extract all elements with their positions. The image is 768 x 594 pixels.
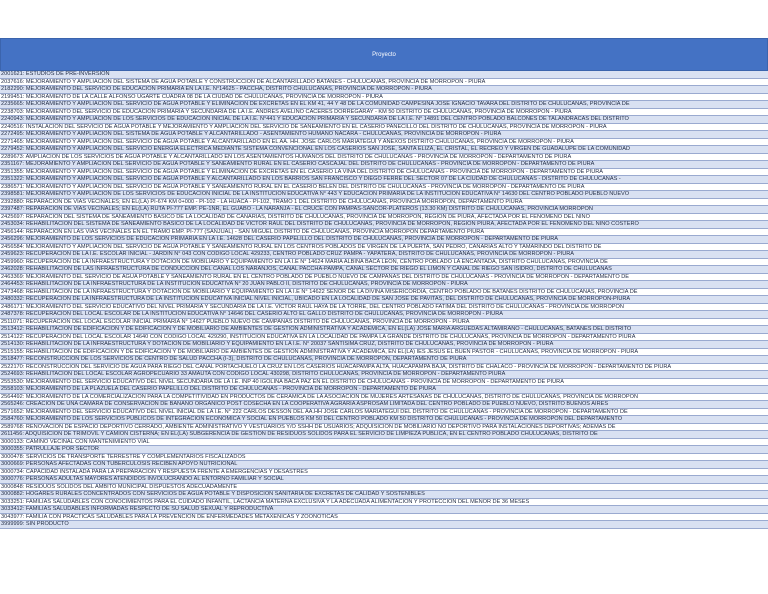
table-row[interactable]: 2456144: REPARACION EN LAS VIAS VECINALES EN EL TRAMO EMP. PI-777 (SANJUAL) - SAN MIGUEL DISTRITO DE CHULUCANAS, PROVINCIA MORROPON DEPARTAMENTO PIURA — [0, 229, 768, 237]
table-row[interactable]: 2464453: REHABILITACION DE LA INFRAESTRUCTURA DE LA INSTITUCION EDUCATIVA N° 20 JUAN PABLO II, DISTRITO DE CHULUCANAS, PROVINCIA DE MORROPON - PIURA — [0, 281, 768, 289]
table-row[interactable]: 2558103: MEJORAMIENTO DE LA PLAZUELA DEL CASERIO PAPELILLO DEL DISTRITO DE CHULUCANAS - PROVINCIA DE MORROPON - DEPARTAMENTO DE PIURA — [0, 386, 768, 394]
table-row[interactable]: 2235665: MEJORAMIENTO Y AMPLIACION DEL SERVICIO DE AGUA POTABLE Y ELIMINACION DE EXCRETAS EN EL KM 41, 44 Y 48 DE LA COMUNIDAD CAMPESINA JOSE IGNACIO TAVARA DEL DISTRITO DE CHULUCANAS, PROVINCIA DE — [0, 101, 768, 109]
table-row[interactable]: 3000133: CAMINO VECINAL CON MANTENIMIENTO VIAL — [0, 439, 768, 447]
table-row[interactable]: 2487378: RECUPERACION DEL LOCAL ESCOLAR DE LA INSTITUCION EDUCATIVA N° 14646 DEL CASERIO ALTO EL GALLO DISTRITO DE CHULUCANAS, PROVINCIA DE MORROPON - PIURA — [0, 311, 768, 319]
column-header-label: Proyecto — [372, 51, 396, 58]
table-row[interactable]: 2238703: MEJORAMIENTO DEL SERVICIO DE EDUCACION PRIMARIA Y SECUNDARIA DE LA I.E. ANDRES AVELINO CACERES DORREGARAY - KM 50 DISTRITO DE CHULUCANAS, PROVINCIA DE MORROPON - PIURA — [0, 109, 768, 117]
table-row[interactable]: 2459960: RECUPERACION DE LA INFRAESTRUCTURA Y DOTACION DE MOBILIARIO Y EQUIPAMIENTO EN LA I.E N° 14624 MARIA ALBINA BACA LEON, CENTRO POBLADO LA ENCANTADA, DISTRITO CHULUCANAS, PROVINCIA DE — [0, 259, 768, 267]
table-row[interactable]: 2199451: MEJORAMIENTO DE LA CALLE ALFONSO UGARTE CUADRA 08 DE LA CIUDAD DE CHULUCANAS, PROVINCIA DE MORROPON - PIURA — [0, 94, 768, 102]
table-row[interactable]: 3999999: SIN PRODUCTO — [0, 521, 768, 529]
table-row[interactable]: 2397487: REPARACION DE VIAS VECINALES; EN EL(LA) RUTA PI-777 EMP. PE-1NR, EL GUABO - LA NARANJA - EL CRUCE CON PAMPAS-SANCOR-PLATEROS (13.30 KM) DISTRITO DE CHULUCANAS, PROVINCIA MORROPON — [0, 206, 768, 214]
table-row[interactable]: 2392880: REPARACION DE VIAS VECINALES; EN EL(LA) PI-674 KM 0+000 - PI-102 - LA HUACA - PI-102, TRAMO 1 DEL DISTRITO DE CHULUCANAS, PROVINCIA MORROPON, DEPARTAMENTO PIURA — [0, 199, 768, 207]
table-row[interactable]: 2486171: MEJORAMIENTO DEL SERVICIO EDUCATIVO DEL NIVEL PRIMARIA Y SECUNDARIA DE LA I.E. VICTOR RAUL HAYA DE LA TORRE, DEL CENTRO POBLADO FATIMA DEL DISTRITO DE CHULUCANAS - PROVINCIA DE MORROPON — [0, 304, 768, 312]
table-row[interactable]: 3000848: RESIDUOS SOLIDOS DEL AMBITO MUNICIPAL DISPUESTOS ADECUADAMENTE — [0, 484, 768, 492]
table-row[interactable]: 2279452: MEJORAMIENTO Y AMPLIACION DEL SERVICIO ENERGIA ELECTRICA MEDIANTE SISTEMA CONVENCIONAL EN LOS CASERIOS SAN JOSE, SANTA ELIZA, EL CRISTAL, EL RECREO Y VIRGEN DE GUADALUPE DE LA COMUNIDAD — [0, 146, 768, 154]
table-row[interactable]: 2473468: REHABILITACION DE LA INFRAESTRUCTURA Y DOTACION DE MOBILIARIO Y EQUIPAMIENTO EN LA I.E N° 14622 SEÑOR DE LA DIVINA MISERICORDIA, CENTRO POBLADO DE BATANES DISTRITO DE CHULUCANAS, PROVINCIA DE — [0, 289, 768, 297]
table-row[interactable]: 2463369: MEJORAMIENTO DEL SERVICIO DE AGUA POTABLE Y SANEAMIENTO RURAL EN EL CENTRO POBLADO DE PUEBLO NUEVO DE CAMPANAS DEL DISTRITO DE CHULUCANAS - PROVINCIA DE MORROPON - DEPARTAMENTO DE — [0, 274, 768, 282]
table-row[interactable]: 2425697: REPARACION DEL SISTEMA DE SANEAMIENTO BASICO DE LA LOCALIDAD DE CAÑARIAS, DISTRITO DE CHULUCANAS, PROVINCIA DE MORROPON, REGION DE PIURA, AFECTADA POR EL FENOMENO DEL NIÑO — [0, 214, 768, 222]
table-row[interactable]: 2480332: RECUPERACION DE LA INFRAESTRUCTURA DE LA INSTITUCION EDUCATIVA INICIAL NIVEL INICIAL, UBICADO EN LA LOCALIDAD DE SAN JOSE DE PAVITAS, DEL DISTRITO DE CHULUCANAS, PROVINCIA DE MORROPON-PIURA — [0, 296, 768, 304]
table-row[interactable]: 2511071: RECUPERACION DEL LOCAL ESCOLAR INICIAL PRIMARIA N° 14627 PUEBLO NUEVO DE CAMPANAS DISTRITO DE CHULUCANAS, PROVINCIA DE MORROPON - PIURA — [0, 319, 768, 327]
table-row[interactable]: 3000776: PERSONAS ADULTAS MAYORES ATENDIDOS INVOLUCRANDO AL ENTORNO FAMILIAR Y SOCIAL — [0, 476, 768, 484]
table-row[interactable]: 2571652: MEJORAMIENTO DEL SERVICIO EDUCATIVO DEL NIVEL INICIAL DE LA I.E. N° 222 CARLOS DESSON DEL AA.HH JOSE CARLOS MARIATEGUI DEL DISTRITO DE CHULUCANAS - PROVINCIA DE MORROPON - DEPARTAMENTO DE — [0, 409, 768, 417]
table-row[interactable]: 2453034: REHABILITACION DEL SISTEMA DE SANEAMIENTO BASICO DE LA LOCALIDAD DE VICTOR RAUL DEL DISTRITO DE CHULUCANAS, PROVINCIA DE MORROPON, REGION PIURA, AFECTADA POR EL FENOMENO DEL NIÑO COSTERO — [0, 221, 768, 229]
table-row[interactable]: 3000734: CAPACIDAD INSTALADA PARA LA PREPARACION Y RESPUESTA FRENTE A EMERGENCIAS Y DESASTRES — [0, 469, 768, 477]
table-row[interactable]: 2522170: RECONSTRUCCION DEL SERVICIO DE AGUA PARA RIEGO DEL CANAL PORTACHUELO LA CRUZ EN LOS CASERIOS HUACAPAMPA ALTA, HUACAPAMPA BAJA, DISTRITO DE CHALACO - PROVINCIA DE MORROPON - DEPARTAMENTO DE PIURA — [0, 364, 768, 372]
table-row[interactable]: 2386571: MEJORAMIENTO Y AMPLIACION DEL SERVICIO DE AGUA POTABLE Y SANEAMIENTO RURAL EN EL CASERIO BELEN DEL DISTRITO DE CHULUCANAS - PROVINCIA DE MORROPON - DEPARTAMENTO DE PIURA — [0, 184, 768, 192]
table-body — [0, 71, 768, 529]
table-row[interactable]: 2289673: AMPLIACION DE LOS SERVICIOS DE AGUA POTABLE Y ALCANTARILLADO EN LOS ASENTAMIENTOS HUMANOS DEL DISTRITO DE CHULUCANAS - PROVINCIA DE MORROPON - DEPARTAMENTO DE PIURA — [0, 154, 768, 162]
table-row[interactable]: 2351167: MEJORAMIENTO Y AMPLIACION DEL SERVICIO DE AGUA POTABLE Y SANEAMIENTO RURAL EN EL CASERIO CASCAJAL DEL DISTRITO DE CHULUCANAS - PROVINCIA DE MORROPON - DEPARTAMENTO DE PIURA — [0, 161, 768, 169]
table-row[interactable]: 3000478: SERVICIOS DE TRANSPORTE TERRESTRE Y COMPLEMENTARIOS FISCALIZADOS — [0, 454, 768, 462]
table-row[interactable]: 3043977: FAMILIA CON PRACTICAS SALUDABLES PARA LA PREVENCION DE ENFERMEDADES METAXENICAS Y ZOONOTICAS — [0, 514, 768, 522]
table-row[interactable]: 2584760: MEJORAMIENTO DE LOS SERVICIOS PUBLICOS DE INTEGRACION ECONOMICA Y SOCIAL EN PUEBLOS KM 50 DEL CENTRO POBLADO KM 50 DISTRITO DE CHULUCANAS - PROVINCIA DE MORROPON DEL DEPARTAMENTO — [0, 416, 768, 424]
table-row[interactable]: 2351355: MEJORAMIENTO Y AMPLIACION DEL SERVICIO DE AGUA POTABLE Y ELIMINACION DE EXCRETAS EN EL CASERIO LA VIÑA DEL DISTRITO DE CHULUCANAS - PROVINCIA DE MORROPON - DEPARTAMENTO DE PIURA — [0, 169, 768, 177]
table-row[interactable]: 2524693: REHABILITACION DEL LOCAL ESCOLAR AGROPECUARIO 33 AMAUTA CON CODIGO LOCAL 430298, DISTRITO CHULUCANAS, PROVINCIA DE MORROPON - DEPARTAMENTO PIURA — [0, 371, 768, 379]
column-header-proyecto[interactable] — [0, 38, 768, 71]
table-row[interactable]: 3033412: FAMILIAS SALUDABLES INFORMADAS RESPECTO DE SU SALUD SEXUAL Y REPRODUCTIVA — [0, 506, 768, 514]
table-row[interactable]: 2611456: ADQUISICION DE TRIMOVIL Y CAMION CISTERNA; EN EL(LA) SUBGERENCIA DE GESTION DE RESIDUOS SOLIDOS PARA EL SERVICIO DE LIMPIEZA PUBLICA, EN EL CENTRO POBLADO CHULUCANAS, DISTRITO DE — [0, 431, 768, 439]
table-row[interactable]: 2459623: RECUPERACION DE LA I.E. ESCOLAR INICIAL - JARDIN N° 043 CON CODIGO LOCAL 429233, CENTRO POBLADO CRUZ PAMPA - YAPATERA, DISTRITO DE CHULUCANAS, PROVINCIA DE MORROPON - PIURA — [0, 251, 768, 259]
table-row[interactable]: 2589768: RENOVACION DE ESPACIO DEPORTIVO CERRADO, AMBIENTE ADMINISTRATIVO Y VESTUARIOS Y/O SSHH DE USUARIOS; ADQUISICION DE MOBILIARIO NO DEPORTIVO PARA INSTALACIONES DEPORTIVAS; ADEMAS DE — [0, 424, 768, 432]
table-row[interactable]: 2456296: MEJORAMIENTO DE LOS SERVICIOS DE EDUCACION PRIMARIA EN LA I.E. 14628 DEL CASERIO PAPELILLO DEL DISTRITO DE CHULUCANAS, PROVINCIA DE MORROPON - DEPARTAMENTO DE PIURA — [0, 236, 768, 244]
table-row[interactable]: 2515155: REHABILITACION DE EDIFICACION Y DE EDIFICACION Y DE MOBILIARIO DE AMBIENTES DE GESTION ADMINISTRATIVA Y ACADEMICA, EN EL(LA) IES JESUS EL BUEN PASTOR - CHULUCANAS, PROVINCIA DE MORROPON - PIURA — [0, 349, 768, 357]
project-table — [0, 38, 768, 529]
table-row[interactable]: 2351322: MEJORAMIENTO Y AMPLIACION DEL SERVICIO DE AGUA POTABLE Y ALCANTARILLADO EN LOS BARRIOS SAN FRANCISCO Y DIEGO FERRE DEL SECTOR 07 DE LA CIUDAD DE CHULUCANAS - DISTRITO DE CHULUCANAS - — [0, 176, 768, 184]
table-row[interactable]: 2001621: ESTUDIOS DE PRE-INVERSION — [0, 71, 768, 79]
table-row[interactable]: 2240516: INSTALACION DEL SERVICIO DE AGUA POTABLE Y MEJORAMIENTO Y AMPLIACION DEL SERVICIO DE SANEAMIENTO EN EL CASERIO PANECILLO DEL DISTRITO DE CHULUCANAS, PROVINCIA DE MORROPON - PIURA — [0, 124, 768, 132]
table-row[interactable]: 2514130: REHABILITACION DE LA INFRAESTRUCTURA Y DOTACION DE MOBILIARIO Y EQUIPAMIENTO EN LA I.E. N° 20037 SANTISIMA CRUZ, DISTRITO DE CHULUCANAS, PROVINCIA DE MORROPON - PIURA — [0, 341, 768, 349]
table-row[interactable]: 2564492: MEJORAMIENTO DE LA COMERCIALIZACION PARA LA COMPETITIVIDAD EN PRODUCTOS DE CERAMICA DE LA ASOCIACION DE MUJERES ARTESANAS DE CHULUCANAS, DISTRITO DE CHULUCANAS, PROVINCIA DE MORROPON — [0, 394, 768, 402]
table-row[interactable]: 3000355: PATRULLAJE POR SECTOR — [0, 446, 768, 454]
table-row[interactable]: 2398581: MEJORAMIENTO Y AMPLIACION DE LOS SERVICIOS DE EDUCACION INICIAL DE LA INSTITUCION EDUCATIVA N° 443 Y EDUCACION PRIMARIA DE LA INSTITUCION EDUCATIVA N° 14630 DEL CENTRO POBLADO PUEBLO NUEVO — [0, 191, 768, 199]
table-row[interactable]: 2182290: MEJORAMIENTO DEL SERVICIO DE EDUCACION PRIMARIA EN LA I.E. N°14625 - PACCHA, DISTRITO CHULUCANAS, PROVINCIA DE MORROPON - PIURA — [0, 86, 768, 94]
table-row[interactable]: 3000882: HOGARES RURALES CONCENTRADOS CON SERVICIOS DE AGUA POTABLE Y DISPOSICION SANITARIA DE EXCRETAS DE CALIDAD Y SOSTENIBLES — [0, 491, 768, 499]
table-row[interactable]: 3033251: FAMILIAS SALUDABLES CON CONOCIMIENTOS PARA EL CUIDADO INFANTIL, LACTANCIA MATERNA EXCLUSIVA Y LA ADECUADA ALIMENTACION Y PROTECCION DEL MENOR DE 36 MESES — [0, 499, 768, 507]
table-row[interactable]: 2565246: CREACION DE UNA CAMARA DE CONSERVACION DE BANANO ORGANICO POST COSECHA EN LA COOPERATIVA AGRARIA ASPROSAM LIMITADA DEL CENTRO POBLADO DE PUEBLO NUEVO, DISTRITO BUENOS AIRES — [0, 401, 768, 409]
table-row[interactable]: 2514122: RECUPERACION DEL LOCAL ESCOLAR 14640 CON CODIGO LOCAL 429290, INSTITUCION EDUCATIVA EN LA LOCALIDAD DE PAMPA LA GRANDE DISTRITO DE CHULUCANAS, PROVINCIA DE MORROPON - DEPARTAMENTO PIURA — [0, 334, 768, 342]
table-row[interactable]: 2513412: REHABILITACION DE EDIFICACION Y DE EDIFICACION Y DE MOBILIARIO DE AMBIENTES DE GESTION ADMINISTRATIVA Y ACADEMICA, EN EL(LA) JOSE MARIA ARGUEDAS ALTAMIRANO - CHULUCANAS, BATANES DEL DISTRITO — [0, 326, 768, 334]
table-row[interactable]: 2456584: MEJORAMIENTO Y AMPLIACION DEL SERVICIO DE AGUA POTABLE Y SANEAMIENTO RURAL EN LOS CENTROS POBLADOS DE VIRGEN DE LA PUERTA, SAN PEDRO, CAÑARIAS ALTO Y TAMARINDO DEL DISTRITO DE — [0, 244, 768, 252]
table-row[interactable]: 2272495: MEJORAMIENTO Y AMPLIACION DEL SISTEMA DE AGUA POTABLE Y ALCANTARILLADO - ASENTAMIENTO HUMANO NACARA - CHULUCANAS, PROVINCIA DE MORROPON - PIURA — [0, 131, 768, 139]
table-row[interactable]: 2037616: MEJORAMIENTO Y AMPLIACION DEL SISTEMA DE AGUA POTABLE Y CONSTRUCCION DE ALCANTARILLADO BATANES - CHULUCANAS, PROVINCIA DE MORROPON - PIURA — [0, 79, 768, 87]
table-row[interactable]: 2271465: MEJORAMIENTO Y AMPLIACION DEL SERVICIO DE AGUA POTABLE Y ALCANTARILLADO EN EL AA. HH. JOSE CARLOS MARIATEGUI Y ANEXOS DISTRITO CHULUCANAS, PROVINCIA DE MORROPON - PIURA — [0, 139, 768, 147]
table-row[interactable]: 2240943: MEJORAMIENTO Y AMPLIACION DE LOS SERVICIOS DE EDUCACION INICIAL DE LA I.E. N°441 Y EDUCACION PRIMARIA Y SECUNDARIA DE LA I.E. N° 14891 DEL CENTRO POBLADO BALCONES DE TALANDRACAS DEL DISTRITO — [0, 116, 768, 124]
table-row[interactable]: 2462028: REHABILITACION DE LAS INFRAESTRUCTURA DE CONDUCCION DEL CANAL LOS NARANJOS, CANAL PACCHA-PAMPA, CANAL SECTOR DE RIEGO EL LIMON Y CANAL DE RIEGO SAN ISIDRO, DISTRITO DE CHULUCANAS — [0, 266, 768, 274]
table-row[interactable]: 3000669: PERSONAS AFECTADAS CON TUBERCULOSIS RECIBEN APOYO NUTRICIONAL — [0, 461, 768, 469]
table-row[interactable]: 2518477: RECONSTRUCCION DE LOS SERVICIOS DE CENTRO DE SALUD PACCHA (I-3), DISTRITO DE CHULUCANAS, PROVINCIA DE MORROPON, DEPARTAMENTO DE PIURA — [0, 356, 768, 364]
table-row[interactable]: 2553530: MEJORAMIENTO DEL SERVICIO EDUCATIVO DEL NIVEL SECUNDARIA DE LA I.E. INP 40 IGOLINA BACA PAZ EN EL DISTRITO DE CHULUCANAS - PROVINCIA DE MORROPON - DEPARTAMENTO DE PIURA — [0, 379, 768, 387]
